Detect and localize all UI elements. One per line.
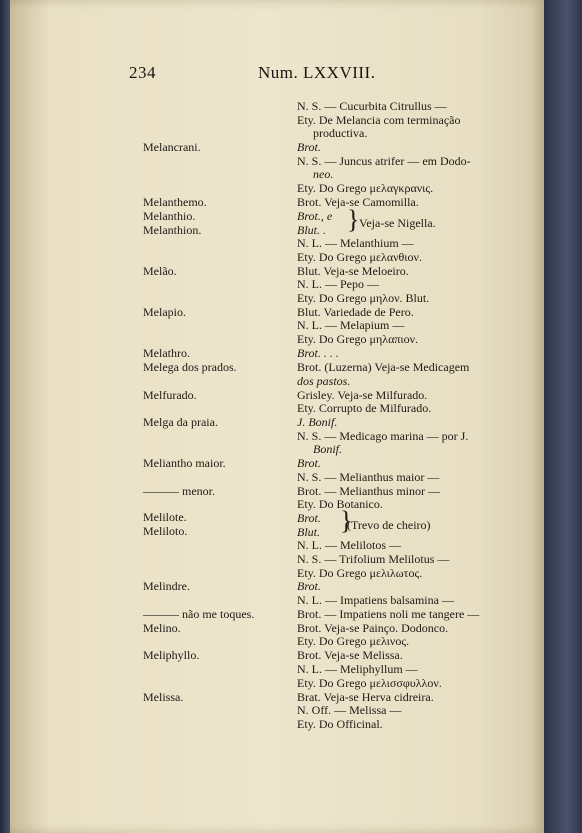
entry-line: Brot. xyxy=(297,511,321,525)
entry-line: Ety. Do Grego μηλον. Blut. xyxy=(297,291,430,305)
headword: Melanthio. xyxy=(143,209,196,223)
entry-line: Ety. Do Grego μηλαπιον. xyxy=(297,332,419,346)
entry-line: Ety. Do Botanico. xyxy=(297,497,383,511)
entry-line: Brot. xyxy=(297,140,321,154)
next-page-edge xyxy=(544,0,582,833)
entry-line: Brot., e xyxy=(297,209,333,223)
page-title: Num. LXXVIII. xyxy=(258,63,376,82)
entry-line: Ety. Do Grego μελιλωτος. xyxy=(297,566,423,580)
entry-line: N. L. — Melanthium — xyxy=(297,236,414,250)
headword: Melapio. xyxy=(143,305,186,319)
brace-trevo: } xyxy=(340,506,353,535)
entry-line: Ety. De Melancia com terminação xyxy=(297,113,461,127)
entry-line: Brot. . . . xyxy=(297,346,339,360)
entry-line: Ety. Do Grego μελισσφυλλον. xyxy=(297,676,442,690)
entry-line: N. S. — Juncus atrifer — em Dodo- xyxy=(297,154,471,168)
headword: Melathro. xyxy=(143,346,190,360)
entry-line: N. L. — Meliphyllum — xyxy=(297,662,418,676)
headword: Melissa. xyxy=(143,690,184,704)
entry-line: Ety. Do Officinal. xyxy=(297,717,383,731)
headword: Melancrani. xyxy=(143,140,201,154)
entry-line: Blut. Veja-se Meloeiro. xyxy=(297,264,409,278)
headword: Melilote. xyxy=(143,510,187,524)
entry-line: N. L. — Melilotos — xyxy=(297,538,401,552)
headword: Melanthion. xyxy=(143,223,202,237)
headword: Meliloto. xyxy=(143,524,188,538)
entry-line: N. S. — Medicago marina — por J. xyxy=(297,429,469,443)
page-number: 234 xyxy=(129,63,156,82)
entry-line: N. S. — Trifolium Melilotus — xyxy=(297,552,450,566)
entry-line: Veja-se Nigella. xyxy=(359,216,436,230)
headword: Melino. xyxy=(143,621,181,635)
headword: Melão. xyxy=(143,264,177,278)
headword: Melfurado. xyxy=(143,388,197,402)
entry-line: N. L. — Impatiens balsamina — xyxy=(297,593,454,607)
headword: Melga da praia. xyxy=(143,415,218,429)
entry-line: Ety. Do Grego μελινος. xyxy=(297,634,410,648)
entry-line: Bonif. xyxy=(313,442,342,456)
entry-line: Brot. xyxy=(297,456,321,470)
entry-line: dos pastos. xyxy=(297,374,351,388)
headword: Meliphyllo. xyxy=(143,648,200,662)
headword: Melindre. xyxy=(143,579,190,593)
book-spine xyxy=(0,0,10,833)
entry-line: J. Bonif. xyxy=(297,415,338,429)
book-page xyxy=(10,0,544,833)
entry-line: productiva. xyxy=(313,126,368,140)
entry-line: Ety. Do Grego μελανθιον. xyxy=(297,250,422,264)
headword: ——— menor. xyxy=(143,484,215,498)
entry-line: Brot. Veja-se Melissa. xyxy=(297,648,403,662)
entry-line: Blut. Variedade de Pero. xyxy=(297,305,414,319)
headword: ——— não me toques. xyxy=(143,607,255,621)
entry-line: Ety. Corrupto de Milfurado. xyxy=(297,401,432,415)
brace-nigella: } xyxy=(347,205,360,234)
entry-line: Brot. — Melianthus minor — xyxy=(297,484,440,498)
entry-line: N. L. — Melapium — xyxy=(297,318,405,332)
entry-line: Brot. (Luzerna) Veja-se Medicagem xyxy=(297,360,470,374)
entry-line: neo. xyxy=(313,167,334,181)
entry-line: Brot. xyxy=(297,579,321,593)
headword: Meliantho maior. xyxy=(143,456,226,470)
entry-line: Brot. Veja-se Camomilla. xyxy=(297,195,419,209)
entry-line: N. S. — Cucurbita Citrullus — xyxy=(297,99,447,113)
entry-line: N. S. — Melianthus maior — xyxy=(297,470,440,484)
entry-line: Brat. Veja-se Herva cidreira. xyxy=(297,690,434,704)
entry-line: N. L. — Pepo — xyxy=(297,277,379,291)
headword: Melega dos prados. xyxy=(143,360,237,374)
entry-line: Grisley. Veja-se Milfurado. xyxy=(297,388,428,402)
entry-line: Brot. Veja-se Painço. Dodonco. xyxy=(297,621,449,635)
headword: Melanthemo. xyxy=(143,195,207,209)
entry-line: Brot. — Impatiens noli me tangere — xyxy=(297,607,480,621)
entry-line: (Trevo de cheiro) xyxy=(347,518,431,532)
entry-line: Blut. xyxy=(297,525,320,539)
entry-line: Ety. Do Grego μελαγκρανις. xyxy=(297,181,434,195)
entry-line: N. Off. — Melissa — xyxy=(297,703,402,717)
entry-line: Blut. . xyxy=(297,223,326,237)
